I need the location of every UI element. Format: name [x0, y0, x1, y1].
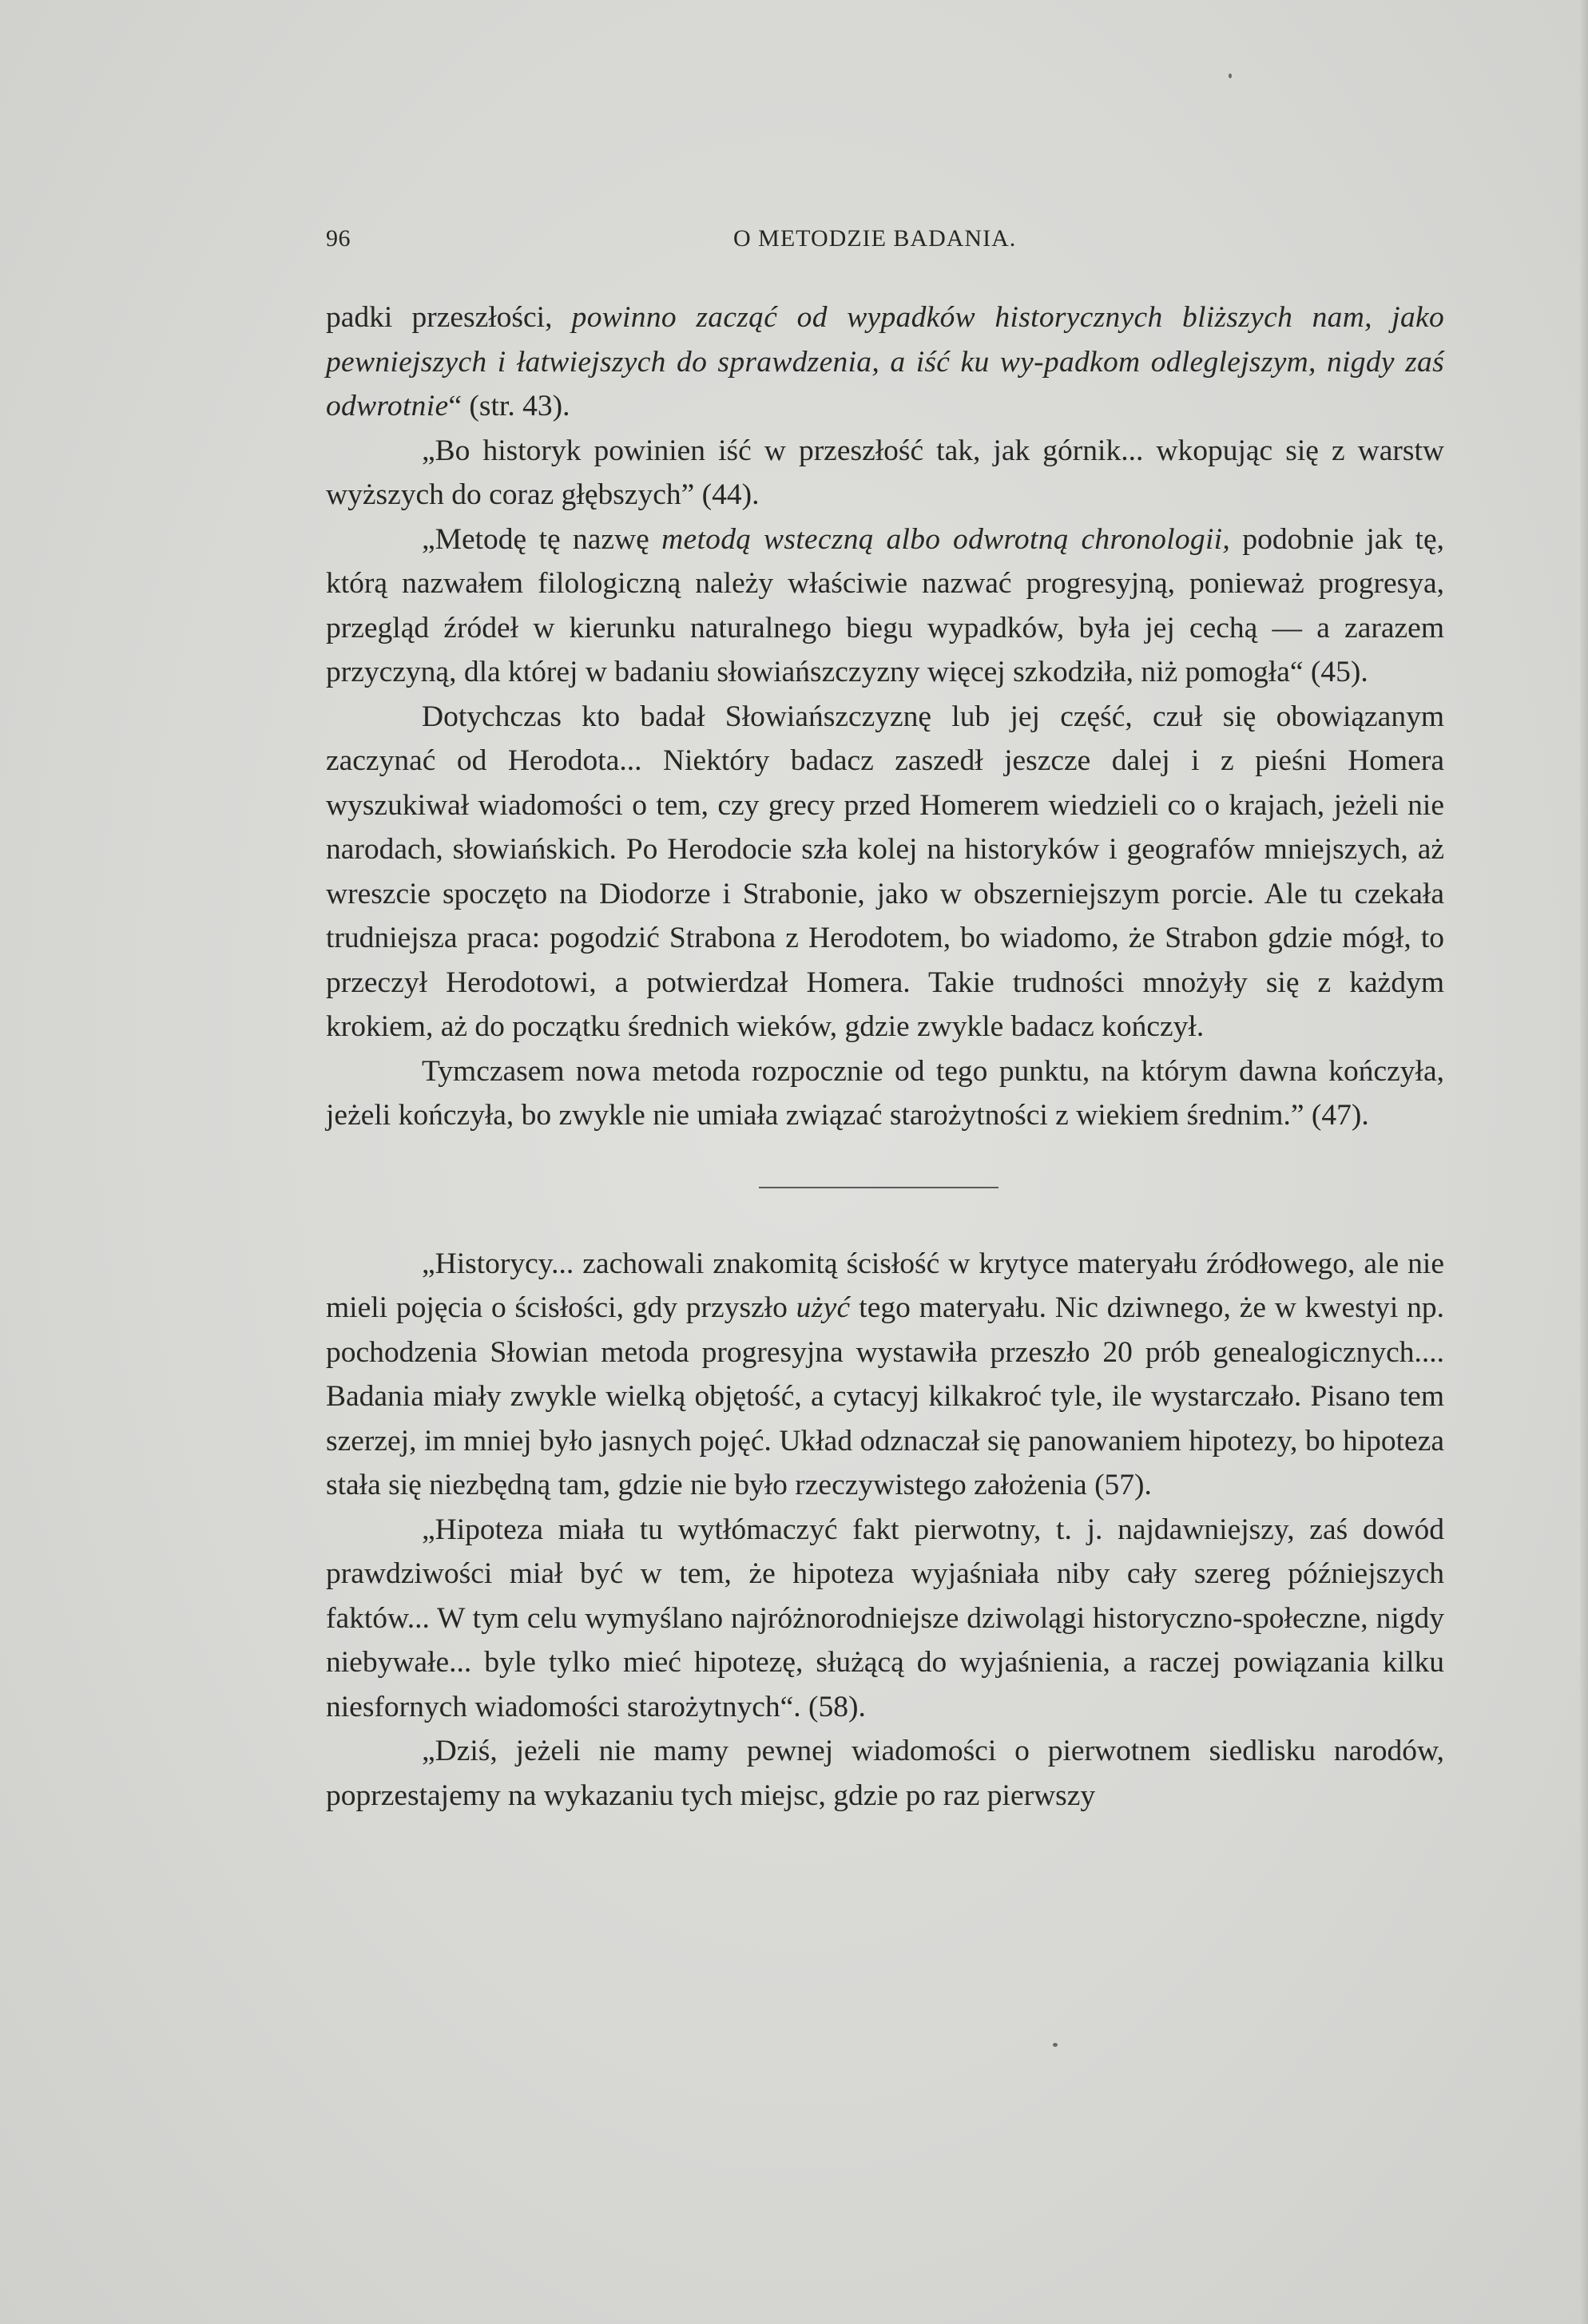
body-text — [326, 295, 1444, 1818]
paragraph — [326, 695, 1444, 1049]
text-run: tego materyału. Nic dziwnego, że w kwestyi np. pochodzenia Słowian metoda progresyjna wystawiła przeszło 20 prób genealogicznych.... Badania miały zwykle wielką objętość, a cytacyj kilkakroć tyle, ile wystarczało. Pisano tem szerzej, im mniej było jasnych pojęć. Układ odznaczał się panowaniem hipotezy, bo hipoteza stała się niezbędną tam, gdzie nie było rzeczywistego założenia (57). — [326, 1291, 1445, 1501]
paragraph — [326, 518, 1444, 695]
running-header — [326, 225, 1444, 257]
text-run: Dotychczas kto badał Słowiańszczyznę lub jej część, czuł się obowiązanym zaczynać od Herodota... Niektóry badacz zaszedł jeszcze dalej i z pieśni Homera wyszukiwał wiadomości o tem, czy grecy przed Homerem wiedzieli co o krajach, jeżeli nie narodach, słowiańskich. Po Herodocie szła kolej na historyków i geografów mniejszych, aż wreszcie spoczęto na Diodorze i Strabonie, jako w obszerniejszym porcie. Ale tu czekała trudniejsza praca: pogodzić Strabona z Herodotem, bo wiadomo, że Strabon gdzie mógł, to przeczył Herodotowi, a potwierdzał Homera. Takie trudności mnożyły się z każdym krokiem, aż do początku średnich wieków, gdzie zwykle badacz kończył. — [326, 700, 1444, 1043]
text-run: podobnie jak tę, którą nazwałem filologiczną należy właściwie nazwać progresyjną, ponieważ progresya, przegląd źródeł w kierunku naturalnego biegu wypadków, była jej cechą — a zarazem przyczyną, dla której w badaniu słowiańszczyzny więcej szkodziła, niż pomogła“ (45). — [326, 522, 1444, 688]
separator-rule — [759, 1187, 998, 1188]
running-title: O METODZIE BADANIA. — [733, 225, 1017, 252]
paragraph — [326, 1242, 1444, 1508]
text-run: “ (str. 43). — [448, 390, 570, 422]
italic-text: metodą wsteczną albo odwrotną chronologii, — [661, 522, 1231, 556]
ink-speck — [1229, 73, 1232, 78]
ink-speck — [1053, 2043, 1058, 2047]
text-run: „Hipoteza miała tu wytłómaczyć fakt pierwotny, t. j. najdawniejszy, zaś dowód prawdziwości miał być w tem, że hipoteza wyjaśniała niby cały szereg późniejszych faktów... W tym celu wymyślano najróżnorodniejsze dziwolągi historyczno-społeczne, nigdy niebywałe... byle tylko mieć hipotezę, służącą do wyjaśnienia, a raczej powiązania kilku niesfornych wiadomości starożytnych“. (58). — [326, 1513, 1444, 1723]
paragraph — [326, 1729, 1444, 1818]
paragraph — [326, 295, 1444, 429]
quoted-passage-upper — [326, 295, 1444, 1138]
text-run: padki przeszłości, — [326, 301, 572, 334]
italic-text: użyć — [796, 1291, 851, 1324]
page-number: 96 — [326, 225, 351, 252]
text-run: Tymczasem nowa metoda rozpocznie od tego punktu, na którym dawna kończyła, jeżeli kończyła, bo zwykle nie umiała związać starożytności z wiekiem średnim.” (47). — [326, 1054, 1444, 1132]
separator-block — [326, 1138, 1444, 1242]
text-run: „Bo historyk powinien iść w przeszłość tak, jak górnik... wkopując się z warstw wyższych do coraz głębszych” (44). — [326, 434, 1444, 511]
text-run: „Metodę tę nazwę — [422, 522, 662, 556]
quoted-passage-lower — [326, 1242, 1444, 1818]
text-run: „Historycy... zachowali znakomitą ścisłość w krytyce materyału źródłowego, ale nie mieli pojęcia o ścisłości, gdy przyszło — [326, 1247, 1444, 1324]
page-edge — [1580, 0, 1588, 2324]
italic-text: powinno zacząć od wypadków historycznych bliższych nam, jako pewniejszych i łatwiejszych do sprawdzenia, a iść ku wy-padkom odleglejszym, nigdy zaś odwrotnie — [326, 301, 1444, 422]
paragraph — [326, 1049, 1444, 1138]
paragraph — [326, 1508, 1444, 1730]
paragraph — [326, 429, 1444, 518]
text-run: „Dziś, jeżeli nie mamy pewnej wiadomości o pierwotnem siedlisku narodów, poprzestajemy na wykazaniu tych miejsc, gdzie po raz pierwszy — [326, 1735, 1444, 1812]
